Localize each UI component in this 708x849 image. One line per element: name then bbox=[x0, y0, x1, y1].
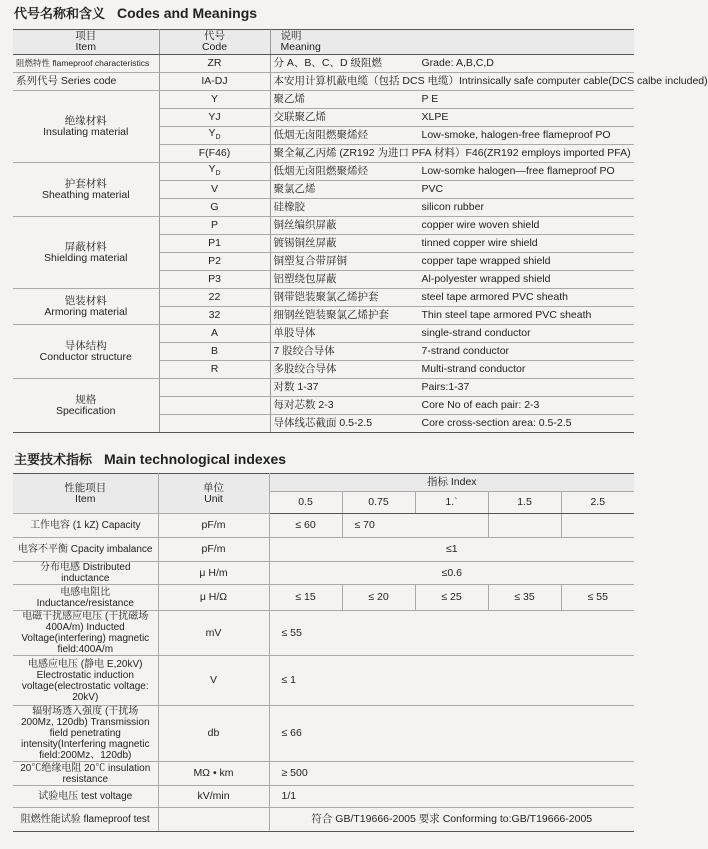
codes-table bbox=[13, 29, 708, 433]
tech-value: ≤ 55 bbox=[561, 585, 634, 611]
tech-row bbox=[13, 706, 634, 762]
tech-item-label: 试验电压 test voltage bbox=[13, 786, 158, 808]
meaning-cell: 钢带铠装聚氯乙烯护套 steel tape armored PVC sheath bbox=[270, 289, 634, 307]
meaning-cell: 聚乙烯 P E bbox=[270, 91, 634, 109]
tech-unit: μ H/Ω bbox=[158, 585, 269, 611]
col-header: 1.` bbox=[415, 492, 488, 514]
tech-unit: mV bbox=[158, 611, 269, 656]
tech-item-label: 工作电容 (1 kZ) Capacity bbox=[13, 514, 158, 538]
code-cell: Y bbox=[159, 91, 270, 109]
meaning-cell: 铝塑绕包屏蔽 Al-polyester wrapped shield bbox=[270, 271, 634, 289]
tech-unit-header: 单位 Unit bbox=[158, 474, 269, 514]
col-header: 2.5 bbox=[561, 492, 634, 514]
codes-row bbox=[13, 217, 634, 235]
tech-item-label: 阻燃性能试验 flameproof test bbox=[13, 808, 158, 832]
code-cell: F(F46) bbox=[159, 145, 270, 163]
tech-row bbox=[13, 585, 634, 611]
tech-unit: V bbox=[158, 656, 269, 706]
tech-item-header: 性能项目 Item bbox=[13, 474, 158, 514]
meaning-cell: 铜丝编织屏蔽 copper wire woven shield bbox=[270, 217, 634, 235]
tech-value: ≤1 bbox=[269, 538, 634, 562]
meaning-cell: 聚全氟乙丙烯 (ZR192 为进口 PFA 材料）F46(ZR192 employs imported PFA) bbox=[270, 145, 634, 163]
tech-value: 符合 GB/T19666-2005 要求 Conforming to:GB/T19666-2005 bbox=[269, 808, 634, 832]
section-title-tech bbox=[14, 449, 286, 468]
code-cell: P2 bbox=[159, 253, 270, 271]
col-header: 1.5 bbox=[488, 492, 561, 514]
codes-row bbox=[13, 379, 634, 397]
tech-value: ≤ 20 bbox=[342, 585, 415, 611]
tech-value: ≤ 35 bbox=[488, 585, 561, 611]
group-label: 护套材料 Sheathing material bbox=[13, 163, 159, 217]
tech-item-label: 电感应电压 (静电 E,20kV) Electrostatic induction voltage(electrostatic voltage: 20kV) bbox=[13, 656, 158, 706]
meaning-cell: 聚氯乙烯 PVC bbox=[270, 181, 634, 199]
group-label: 导体结构 Conductor structure bbox=[13, 325, 159, 379]
tech-unit: μ H/m bbox=[158, 562, 269, 585]
meaning-cell: 对数 1-37 Pairs:1-37 bbox=[270, 379, 634, 397]
meaning-header: 说明 Meaning bbox=[270, 30, 634, 55]
tech-unit bbox=[158, 808, 269, 832]
meaning-cell: 铜塑复合带屏铜 copper tape wrapped shield bbox=[270, 253, 634, 271]
tech-item-label: 电感电阻比 Inductance/resistance bbox=[13, 585, 158, 611]
tech-unit: kV/min bbox=[158, 786, 269, 808]
meaning-cell: 低烟无卤阻燃聚烯烃 Low-smoke, halogen-free flameproof PO bbox=[270, 127, 634, 145]
tech-value: ≤ 15 bbox=[269, 585, 342, 611]
section-title-en: Codes and Meanings bbox=[117, 5, 258, 21]
tech-value: ≤ 66 bbox=[269, 706, 634, 762]
tech-row bbox=[13, 762, 634, 786]
tech-value: ≤ 60 bbox=[269, 514, 342, 538]
meaning-cell: 每对芯数 2-3 Core No of each pair: 2-3 bbox=[270, 397, 634, 415]
tech-value: ≤0.6 bbox=[269, 562, 634, 585]
meaning-cell: 分 A、B、C、D 级阻燃 Grade: A,B,C,D bbox=[270, 55, 634, 73]
section-title-cn: 代号名称和含义 bbox=[14, 7, 106, 22]
codes-row bbox=[13, 91, 634, 109]
tech-item-label: 电磁干扰感应电压 (干扰磁场 400A/m) Inducted Voltage(interfering) magnetic field:400A/m bbox=[13, 611, 158, 656]
tech-item-label: 20℃绝缘电阻 20℃ insulation resistance bbox=[13, 762, 158, 786]
group-label: 屏蔽材料 Shielding material bbox=[13, 217, 159, 289]
codes-row bbox=[13, 55, 634, 73]
tech-row bbox=[13, 562, 634, 585]
tech-value: ≤ 25 bbox=[415, 585, 488, 611]
item-label: 阻燃特性 flameproof characteristics bbox=[13, 55, 159, 73]
code-cell bbox=[159, 379, 270, 397]
group-label: 规格 Specification bbox=[13, 379, 159, 433]
item-label: 系列代号 Series code bbox=[13, 73, 159, 91]
tech-unit: MΩ • km bbox=[158, 762, 269, 786]
tech-value bbox=[561, 514, 634, 538]
code-cell: YJ bbox=[159, 109, 270, 127]
code-cell: P3 bbox=[159, 271, 270, 289]
tech-item-label: 辐射场透入强度 (干扰场 200Mz, 120db) Transmission field penetrating intensity(Interfering magnetic field:200Mz、120db) bbox=[13, 706, 158, 762]
code-cell bbox=[159, 397, 270, 415]
code-cell: V bbox=[159, 181, 270, 199]
tech-value: ≥ 500 bbox=[269, 762, 634, 786]
code-cell: 32 bbox=[159, 307, 270, 325]
group-label: 绝缘材料 Insulating material bbox=[13, 91, 159, 163]
code-cell: $Y_D$ bbox=[159, 127, 270, 145]
codes-row bbox=[13, 163, 634, 181]
col-header: 0.5 bbox=[269, 492, 342, 514]
codes-header-row bbox=[13, 30, 634, 55]
meaning-cell: 细钢丝铠装聚氯乙烯护套 Thin steel tape armored PVC sheath bbox=[270, 307, 634, 325]
code-cell bbox=[159, 415, 270, 433]
meaning-cell: 交联聚乙烯 XLPE bbox=[270, 109, 634, 127]
code-cell: A bbox=[159, 325, 270, 343]
meaning-cell: 单股导体 single-strand conductor bbox=[270, 325, 634, 343]
code-cell: 22 bbox=[159, 289, 270, 307]
tech-unit: pF/m bbox=[158, 514, 269, 538]
item-header: 项目 Item bbox=[13, 30, 159, 55]
tech-value: ≤ 70 bbox=[342, 514, 488, 538]
tech-value: ≤ 55 bbox=[269, 611, 634, 656]
meaning-cell: 低烟无卤阻燃聚烯烃 Low-somke halogen—free flameproof PO bbox=[270, 163, 634, 181]
tech-header-row bbox=[13, 474, 634, 492]
codes-row bbox=[13, 325, 634, 343]
tech-item-label: 电容不平衡 Cpacity imbalance bbox=[13, 538, 158, 562]
tech-unit: pF/m bbox=[158, 538, 269, 562]
code-header: 代号 Code bbox=[159, 30, 270, 55]
col-header: 0.75 bbox=[342, 492, 415, 514]
section-title-codes bbox=[14, 3, 257, 22]
tech-table bbox=[13, 473, 634, 832]
group-label: 铠装材料 Armoring material bbox=[13, 289, 159, 325]
code-cell: G bbox=[159, 199, 270, 217]
tech-item-label: 分布电感 Distributed inductance bbox=[13, 562, 158, 585]
tech-body bbox=[13, 514, 634, 832]
tech-row bbox=[13, 514, 634, 538]
meaning-cell: 多股绞合导体 Multi-strand conductor bbox=[270, 361, 634, 379]
meaning-cell: 导体线芯截面 0.5-2.5 Core cross-section area: 0.5-2.5 bbox=[270, 415, 634, 433]
codes-row bbox=[13, 73, 634, 91]
tech-value bbox=[488, 514, 561, 538]
tech-row bbox=[13, 808, 634, 832]
meaning-cell: 本安用计算机蔽电缆（包括 DCS 电缆）Intrinsically safe computer cable(DCS calbe included) bbox=[270, 73, 634, 91]
tech-row bbox=[13, 611, 634, 656]
tech-row bbox=[13, 538, 634, 562]
code-cell: ZR bbox=[159, 55, 270, 73]
code-cell: P1 bbox=[159, 235, 270, 253]
code-cell: $Y_D$ bbox=[159, 163, 270, 181]
tech-row bbox=[13, 656, 634, 706]
meaning-cell: 7 股绞合导体 7-strand conductor bbox=[270, 343, 634, 361]
codes-body bbox=[13, 55, 708, 433]
codes-row bbox=[13, 289, 634, 307]
tech-value: 1/1 bbox=[269, 786, 634, 808]
code-cell: P bbox=[159, 217, 270, 235]
code-cell: IA-DJ bbox=[159, 73, 270, 91]
code-cell: R bbox=[159, 361, 270, 379]
meaning-cell: 镀锡铜丝屏蔽 tinned copper wire shield bbox=[270, 235, 634, 253]
section2-title-en: Main technological indexes bbox=[104, 451, 287, 467]
tech-row bbox=[13, 786, 634, 808]
section2-title-cn: 主要技术指标 bbox=[14, 453, 93, 468]
index-header: 指标 Index bbox=[269, 474, 634, 492]
tech-value: ≤ 1 bbox=[269, 656, 634, 706]
code-cell: B bbox=[159, 343, 270, 361]
tech-unit: db bbox=[158, 706, 269, 762]
meaning-cell: 硅橡胶 silicon rubber bbox=[270, 199, 634, 217]
